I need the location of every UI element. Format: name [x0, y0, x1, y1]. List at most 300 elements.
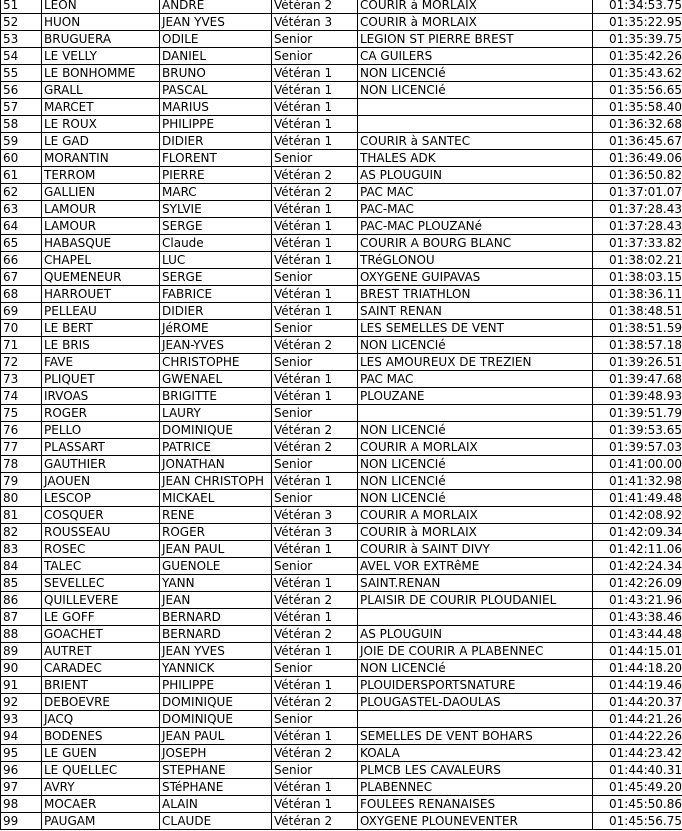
- first-name-cell: MICKAEL: [160, 490, 272, 507]
- time-cell: 01:41:00.00: [593, 456, 682, 473]
- table-row: [1, 337, 682, 354]
- rank-cell: 78: [1, 456, 42, 473]
- club-cell: COURIR A BOURG BLANC: [358, 235, 593, 252]
- first-name-cell: LAURY: [160, 405, 272, 422]
- rank-cell: 58: [1, 116, 42, 133]
- club-cell: TRéGLONOU: [358, 252, 593, 269]
- last-name-cell: BRIENT: [42, 677, 160, 694]
- last-name-cell: QUEMENEUR: [42, 269, 160, 286]
- first-name-cell: BRIGITTE: [160, 388, 272, 405]
- first-name-cell: MARC: [160, 184, 272, 201]
- first-name-cell: GUENOLE: [160, 558, 272, 575]
- category-cell: Vétéran 1: [272, 575, 358, 592]
- time-cell: 01:44:22.26: [593, 728, 682, 745]
- table-row: [1, 201, 682, 218]
- table-row: [1, 694, 682, 711]
- category-cell: Vétéran 2: [272, 745, 358, 762]
- category-cell: Senior: [272, 456, 358, 473]
- time-cell: 01:37:01.07: [593, 184, 682, 201]
- category-cell: Vétéran 2: [272, 422, 358, 439]
- club-cell: PLOUGASTEL-DAOULAS: [358, 694, 593, 711]
- time-cell: 01:39:48.93: [593, 388, 682, 405]
- first-name-cell: GWENAEL: [160, 371, 272, 388]
- category-cell: Vétéran 3: [272, 14, 358, 31]
- rank-cell: 62: [1, 184, 42, 201]
- first-name-cell: PHILIPPE: [160, 116, 272, 133]
- table-row: [1, 762, 682, 779]
- table-row: [1, 592, 682, 609]
- first-name-cell: PHILIPPE: [160, 677, 272, 694]
- time-cell: 01:45:49.20: [593, 779, 682, 796]
- last-name-cell: CARADEC: [42, 660, 160, 677]
- first-name-cell: MARIUS: [160, 99, 272, 116]
- rank-cell: 93: [1, 711, 42, 728]
- category-cell: Vétéran 2: [272, 813, 358, 830]
- club-cell: THALES ADK: [358, 150, 593, 167]
- time-cell: 01:38:51.59: [593, 320, 682, 337]
- club-cell: LEGION ST PIERRE BREST: [358, 31, 593, 48]
- time-cell: 01:43:38.46: [593, 609, 682, 626]
- last-name-cell: FAVE: [42, 354, 160, 371]
- first-name-cell: FABRICE: [160, 286, 272, 303]
- table-row: [1, 660, 682, 677]
- last-name-cell: LE BERT: [42, 320, 160, 337]
- time-cell: 01:35:43.62: [593, 65, 682, 82]
- rank-cell: 61: [1, 167, 42, 184]
- time-cell: 01:35:22.95: [593, 14, 682, 31]
- rank-cell: 83: [1, 541, 42, 558]
- results-table-body: [1, 0, 682, 830]
- first-name-cell: Claude: [160, 235, 272, 252]
- last-name-cell: SEVELLEC: [42, 575, 160, 592]
- category-cell: Senior: [272, 269, 358, 286]
- club-cell: SAINT.RENAN: [358, 575, 593, 592]
- category-cell: Vétéran 2: [272, 694, 358, 711]
- rank-cell: 81: [1, 507, 42, 524]
- last-name-cell: LESCOP: [42, 490, 160, 507]
- category-cell: Vétéran 1: [272, 286, 358, 303]
- last-name-cell: PLASSART: [42, 439, 160, 456]
- time-cell: 01:39:47.68: [593, 371, 682, 388]
- table-row: [1, 796, 682, 813]
- first-name-cell: JéROME: [160, 320, 272, 337]
- club-cell: [358, 99, 593, 116]
- time-cell: 01:35:42.26: [593, 48, 682, 65]
- table-row: [1, 133, 682, 150]
- club-cell: PAC-MAC PLOUZANé: [358, 218, 593, 235]
- rank-cell: 52: [1, 14, 42, 31]
- club-cell: OXYGENE GUIPAVAS: [358, 269, 593, 286]
- table-row: [1, 184, 682, 201]
- rank-cell: 64: [1, 218, 42, 235]
- club-cell: LES SEMELLES DE VENT: [358, 320, 593, 337]
- first-name-cell: JEAN PAUL: [160, 728, 272, 745]
- last-name-cell: PLIQUET: [42, 371, 160, 388]
- last-name-cell: HABASQUE: [42, 235, 160, 252]
- time-cell: 01:44:20.37: [593, 694, 682, 711]
- category-cell: Vétéran 1: [272, 235, 358, 252]
- rank-cell: 90: [1, 660, 42, 677]
- club-cell: [358, 116, 593, 133]
- category-cell: Vétéran 1: [272, 643, 358, 660]
- club-cell: NON LICENCIé: [358, 456, 593, 473]
- club-cell: NON LICENCIé: [358, 337, 593, 354]
- category-cell: Senior: [272, 711, 358, 728]
- last-name-cell: GOACHET: [42, 626, 160, 643]
- category-cell: Vétéran 1: [272, 303, 358, 320]
- club-cell: AS PLOUGUIN: [358, 167, 593, 184]
- last-name-cell: AVRY: [42, 779, 160, 796]
- first-name-cell: JEAN PAUL: [160, 541, 272, 558]
- category-cell: Vétéran 1: [272, 371, 358, 388]
- time-cell: 01:41:32.98: [593, 473, 682, 490]
- club-cell: PLAISIR DE COURIR PLOUDANIEL: [358, 592, 593, 609]
- last-name-cell: BRUGUERA: [42, 31, 160, 48]
- table-row: [1, 371, 682, 388]
- table-row: [1, 31, 682, 48]
- table-row: [1, 99, 682, 116]
- first-name-cell: DANIEL: [160, 48, 272, 65]
- first-name-cell: DOMINIQUE: [160, 422, 272, 439]
- table-row: [1, 507, 682, 524]
- club-cell: BREST TRIATHLON: [358, 286, 593, 303]
- category-cell: Vétéran 1: [272, 133, 358, 150]
- last-name-cell: GAUTHIER: [42, 456, 160, 473]
- club-cell: CA GUILERS: [358, 48, 593, 65]
- table-row: [1, 0, 682, 14]
- club-cell: [358, 609, 593, 626]
- club-cell: FOULEES RENANAISES: [358, 796, 593, 813]
- category-cell: Vétéran 1: [272, 473, 358, 490]
- first-name-cell: YANNICK: [160, 660, 272, 677]
- rank-cell: 60: [1, 150, 42, 167]
- club-cell: COURIR à MORLAIX: [358, 524, 593, 541]
- last-name-cell: LE QUELLEC: [42, 762, 160, 779]
- club-cell: PLMCB LES CAVALEURS: [358, 762, 593, 779]
- last-name-cell: LEON: [42, 0, 160, 14]
- rank-cell: 89: [1, 643, 42, 660]
- time-cell: 01:42:26.09: [593, 575, 682, 592]
- table-row: [1, 524, 682, 541]
- first-name-cell: JEAN: [160, 592, 272, 609]
- category-cell: Senior: [272, 558, 358, 575]
- last-name-cell: LE ROUX: [42, 116, 160, 133]
- time-cell: 01:36:32.68: [593, 116, 682, 133]
- time-cell: 01:42:24.34: [593, 558, 682, 575]
- last-name-cell: LE GAD: [42, 133, 160, 150]
- category-cell: Vétéran 1: [272, 116, 358, 133]
- category-cell: Vétéran 3: [272, 524, 358, 541]
- category-cell: Vétéran 1: [272, 541, 358, 558]
- category-cell: Vétéran 1: [272, 252, 358, 269]
- first-name-cell: BERNARD: [160, 609, 272, 626]
- table-row: [1, 643, 682, 660]
- rank-cell: 71: [1, 337, 42, 354]
- club-cell: AVEL VOR EXTRêME: [358, 558, 593, 575]
- table-row: [1, 490, 682, 507]
- category-cell: Vétéran 2: [272, 439, 358, 456]
- club-cell: NON LICENCIé: [358, 490, 593, 507]
- table-row: [1, 14, 682, 31]
- last-name-cell: ROGER: [42, 405, 160, 422]
- club-cell: KOALA: [358, 745, 593, 762]
- club-cell: COURIR à SAINT DIVY: [358, 541, 593, 558]
- category-cell: Senior: [272, 762, 358, 779]
- table-row: [1, 388, 682, 405]
- club-cell: PLOUIDERSPORTSNATURE: [358, 677, 593, 694]
- category-cell: Vétéran 3: [272, 507, 358, 524]
- first-name-cell: JEAN YVES: [160, 14, 272, 31]
- first-name-cell: DOMINIQUE: [160, 711, 272, 728]
- club-cell: PLABENNEC: [358, 779, 593, 796]
- club-cell: PLOUZANE: [358, 388, 593, 405]
- time-cell: 01:39:26.51: [593, 354, 682, 371]
- club-cell: PAC-MAC: [358, 201, 593, 218]
- first-name-cell: SERGE: [160, 218, 272, 235]
- club-cell: NON LICENCIé: [358, 422, 593, 439]
- table-row: [1, 405, 682, 422]
- table-row: [1, 575, 682, 592]
- last-name-cell: GRALL: [42, 82, 160, 99]
- rank-cell: 82: [1, 524, 42, 541]
- club-cell: [358, 405, 593, 422]
- category-cell: Vétéran 2: [272, 626, 358, 643]
- category-cell: Vétéran 1: [272, 201, 358, 218]
- first-name-cell: BERNARD: [160, 626, 272, 643]
- category-cell: Senior: [272, 490, 358, 507]
- last-name-cell: BODENES: [42, 728, 160, 745]
- time-cell: 01:45:56.75: [593, 813, 682, 830]
- first-name-cell: JEAN-YVES: [160, 337, 272, 354]
- last-name-cell: GALLIEN: [42, 184, 160, 201]
- category-cell: Senior: [272, 150, 358, 167]
- table-row: [1, 167, 682, 184]
- first-name-cell: LUC: [160, 252, 272, 269]
- last-name-cell: MARCET: [42, 99, 160, 116]
- category-cell: Vétéran 1: [272, 99, 358, 116]
- time-cell: 01:43:21.96: [593, 592, 682, 609]
- rank-cell: 87: [1, 609, 42, 626]
- time-cell: 01:36:45.67: [593, 133, 682, 150]
- time-cell: 01:44:21.26: [593, 711, 682, 728]
- club-cell: COURIR à SANTEC: [358, 133, 593, 150]
- first-name-cell: CLAUDE: [160, 813, 272, 830]
- rank-cell: 79: [1, 473, 42, 490]
- category-cell: Senior: [272, 31, 358, 48]
- rank-cell: 70: [1, 320, 42, 337]
- table-row: [1, 779, 682, 796]
- time-cell: 01:44:23.42: [593, 745, 682, 762]
- rank-cell: 92: [1, 694, 42, 711]
- rank-cell: 56: [1, 82, 42, 99]
- time-cell: 01:36:50.82: [593, 167, 682, 184]
- first-name-cell: RENE: [160, 507, 272, 524]
- last-name-cell: LE BRIS: [42, 337, 160, 354]
- category-cell: Senior: [272, 48, 358, 65]
- category-cell: Vétéran 2: [272, 184, 358, 201]
- rank-cell: 67: [1, 269, 42, 286]
- rank-cell: 80: [1, 490, 42, 507]
- last-name-cell: PELLEAU: [42, 303, 160, 320]
- last-name-cell: LE BONHOMME: [42, 65, 160, 82]
- last-name-cell: DEBOEVRE: [42, 694, 160, 711]
- last-name-cell: LAMOUR: [42, 218, 160, 235]
- club-cell: PAC MAC: [358, 184, 593, 201]
- rank-cell: 97: [1, 779, 42, 796]
- rank-cell: 96: [1, 762, 42, 779]
- rank-cell: 66: [1, 252, 42, 269]
- table-row: [1, 286, 682, 303]
- first-name-cell: PATRICE: [160, 439, 272, 456]
- category-cell: Vétéran 1: [272, 218, 358, 235]
- first-name-cell: DIDIER: [160, 303, 272, 320]
- table-row: [1, 269, 682, 286]
- club-cell: JOIE DE COURIR A PLABENNEC: [358, 643, 593, 660]
- table-row: [1, 252, 682, 269]
- table-row: [1, 65, 682, 82]
- last-name-cell: AUTRET: [42, 643, 160, 660]
- club-cell: COURIR A MORLAIX: [358, 439, 593, 456]
- first-name-cell: CHRISTOPHE: [160, 354, 272, 371]
- rank-cell: 57: [1, 99, 42, 116]
- rank-cell: 72: [1, 354, 42, 371]
- time-cell: 01:38:36.11: [593, 286, 682, 303]
- table-row: [1, 728, 682, 745]
- last-name-cell: MOCAER: [42, 796, 160, 813]
- rank-cell: 55: [1, 65, 42, 82]
- time-cell: 01:38:03.15: [593, 269, 682, 286]
- last-name-cell: IRVOAS: [42, 388, 160, 405]
- table-row: [1, 320, 682, 337]
- rank-cell: 85: [1, 575, 42, 592]
- table-row: [1, 813, 682, 830]
- time-cell: 01:42:11.06: [593, 541, 682, 558]
- table-row: [1, 626, 682, 643]
- last-name-cell: QUILLEVERE: [42, 592, 160, 609]
- time-cell: 01:43:44.48: [593, 626, 682, 643]
- time-cell: 01:38:57.18: [593, 337, 682, 354]
- last-name-cell: TERROM: [42, 167, 160, 184]
- rank-cell: 95: [1, 745, 42, 762]
- rank-cell: 86: [1, 592, 42, 609]
- table-row: [1, 745, 682, 762]
- time-cell: 01:35:39.75: [593, 31, 682, 48]
- time-cell: 01:38:48.51: [593, 303, 682, 320]
- time-cell: 01:38:02.21: [593, 252, 682, 269]
- last-name-cell: PELLO: [42, 422, 160, 439]
- first-name-cell: BRUNO: [160, 65, 272, 82]
- last-name-cell: ROUSSEAU: [42, 524, 160, 541]
- first-name-cell: ANDRE: [160, 0, 272, 14]
- rank-cell: 63: [1, 201, 42, 218]
- table-row: [1, 558, 682, 575]
- first-name-cell: SERGE: [160, 269, 272, 286]
- table-row: [1, 456, 682, 473]
- last-name-cell: ROSEC: [42, 541, 160, 558]
- category-cell: Vétéran 2: [272, 337, 358, 354]
- rank-cell: 98: [1, 796, 42, 813]
- category-cell: Senior: [272, 660, 358, 677]
- first-name-cell: JOSEPH: [160, 745, 272, 762]
- time-cell: 01:39:57.03: [593, 439, 682, 456]
- rank-cell: 51: [1, 0, 42, 14]
- time-cell: 01:44:19.46: [593, 677, 682, 694]
- table-row: [1, 609, 682, 626]
- time-cell: 01:35:58.40: [593, 99, 682, 116]
- last-name-cell: TALEC: [42, 558, 160, 575]
- last-name-cell: HUON: [42, 14, 160, 31]
- club-cell: NON LICENCIé: [358, 660, 593, 677]
- club-cell: COURIR à MORLAIX: [358, 14, 593, 31]
- category-cell: Vétéran 1: [272, 609, 358, 626]
- time-cell: 01:37:28.43: [593, 218, 682, 235]
- last-name-cell: HARROUET: [42, 286, 160, 303]
- first-name-cell: DOMINIQUE: [160, 694, 272, 711]
- last-name-cell: COSQUER: [42, 507, 160, 524]
- category-cell: Senior: [272, 354, 358, 371]
- first-name-cell: PIERRE: [160, 167, 272, 184]
- first-name-cell: ODILE: [160, 31, 272, 48]
- last-name-cell: JACQ: [42, 711, 160, 728]
- first-name-cell: JEAN YVES: [160, 643, 272, 660]
- table-row: [1, 48, 682, 65]
- rank-cell: 84: [1, 558, 42, 575]
- category-cell: Vétéran 2: [272, 167, 358, 184]
- last-name-cell: LE VELLY: [42, 48, 160, 65]
- rank-cell: 76: [1, 422, 42, 439]
- time-cell: 01:37:33.82: [593, 235, 682, 252]
- first-name-cell: PASCAL: [160, 82, 272, 99]
- club-cell: [358, 711, 593, 728]
- club-cell: AS PLOUGUIN: [358, 626, 593, 643]
- category-cell: Vétéran 1: [272, 388, 358, 405]
- table-row: [1, 303, 682, 320]
- rank-cell: 73: [1, 371, 42, 388]
- category-cell: Vétéran 2: [272, 0, 358, 14]
- time-cell: 01:42:09.34: [593, 524, 682, 541]
- category-cell: Vétéran 1: [272, 728, 358, 745]
- first-name-cell: JEAN CHRISTOPH: [160, 473, 272, 490]
- club-cell: PAC MAC: [358, 371, 593, 388]
- rank-cell: 91: [1, 677, 42, 694]
- table-row: [1, 82, 682, 99]
- table-row: [1, 473, 682, 490]
- rank-cell: 68: [1, 286, 42, 303]
- table-row: [1, 422, 682, 439]
- club-cell: NON LICENCIé: [358, 473, 593, 490]
- rank-cell: 53: [1, 31, 42, 48]
- time-cell: 01:35:56.65: [593, 82, 682, 99]
- first-name-cell: DIDIER: [160, 133, 272, 150]
- time-cell: 01:37:28.43: [593, 201, 682, 218]
- club-cell: COURIR à MORLAIX: [358, 0, 593, 14]
- club-cell: NON LICENCIé: [358, 82, 593, 99]
- first-name-cell: JONATHAN: [160, 456, 272, 473]
- rank-cell: 74: [1, 388, 42, 405]
- first-name-cell: YANN: [160, 575, 272, 592]
- last-name-cell: LAMOUR: [42, 201, 160, 218]
- time-cell: 01:44:15.01: [593, 643, 682, 660]
- first-name-cell: FLORENT: [160, 150, 272, 167]
- table-row: [1, 677, 682, 694]
- club-cell: NON LICENCIé: [358, 65, 593, 82]
- time-cell: 01:42:08.92: [593, 507, 682, 524]
- time-cell: 01:45:50.86: [593, 796, 682, 813]
- time-cell: 01:39:51.79: [593, 405, 682, 422]
- category-cell: Senior: [272, 320, 358, 337]
- category-cell: Vétéran 1: [272, 82, 358, 99]
- table-row: [1, 218, 682, 235]
